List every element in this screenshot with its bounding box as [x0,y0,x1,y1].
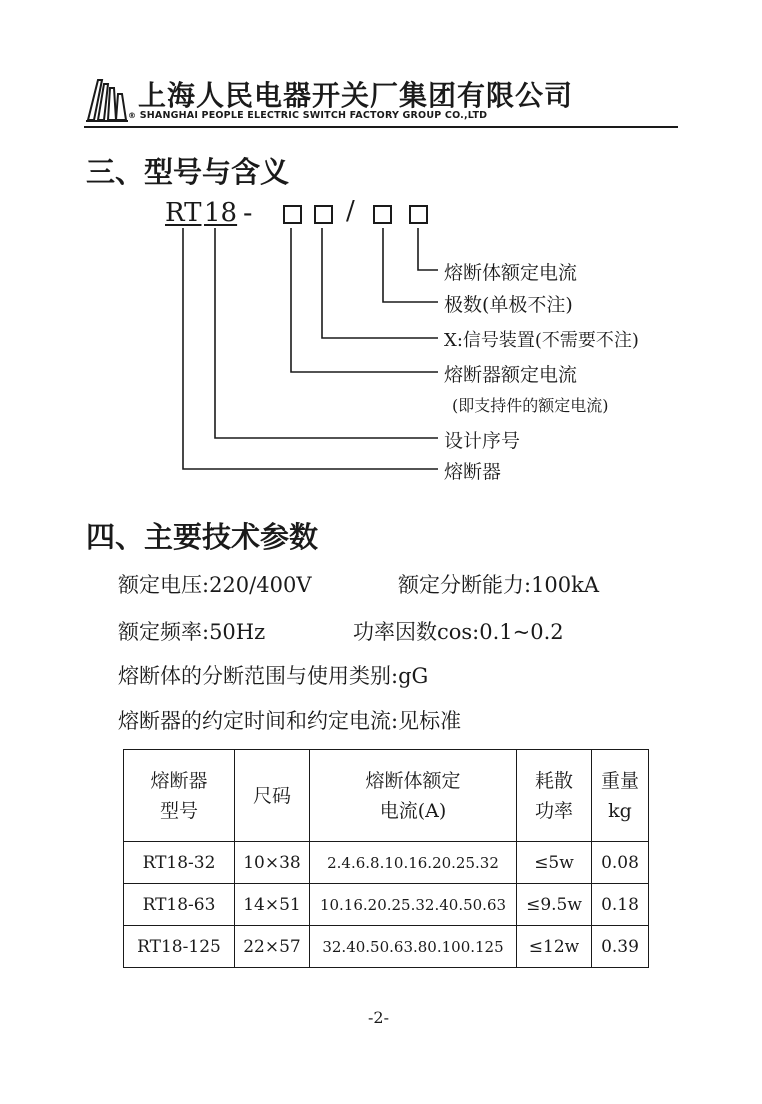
page-number: -2- [368,1008,389,1027]
cell-model: RT18-32 [124,842,235,884]
cell-dissipation: ≤12w [517,926,592,968]
annotation-fuse-rated-current: 熔断器额定电流 [444,364,578,386]
spec-rated-voltage: 额定电压:220/400V [118,573,312,597]
annotation-fuse: 熔断器 [444,461,502,483]
annotation-fuse-link-current: 熔断体额定电流 [444,262,578,284]
header-weight-line1: 重量 [600,769,639,792]
cell-weight: 0.18 [592,884,649,926]
cell-size: 22×57 [235,926,310,968]
company-name-en-text: SHANGHAI PEOPLE ELECTRIC SWITCH FACTORY GROUP CO.,LTD [139,110,488,121]
annotation-signal-device: X:信号装置(不需要不注) [444,330,639,351]
registered-mark: ® [128,111,137,120]
annotation-poles: 极数(单极不注) [444,294,573,316]
header-dissipation-line1: 耗散 [534,769,573,792]
model-series: 18 [204,198,238,228]
spec-rated-frequency: 额定频率:50Hz [118,620,266,644]
company-name-cn: 上海人民电器开关厂集团有限公司 [138,79,574,112]
spec-power-factor: 功率因数cos:0.1~0.2 [353,620,564,644]
header-model-line1: 熔断器 [150,769,208,792]
model-leader-lines [0,0,762,520]
header-weight [592,750,649,842]
cell-size: 10×38 [235,842,310,884]
header-size [235,750,310,842]
header-current-line2: 电流(A) [379,799,447,822]
annotation-design-number: 设计序号 [444,430,521,452]
model-slash: / [346,196,355,226]
section-title-model: 三、型号与含义 [86,155,290,189]
cell-dissipation: ≤5w [517,842,592,884]
header-dissipation-line2: 功率 [534,799,573,822]
annotation-holder-current: (即支持件的额定电流) [452,396,609,415]
cell-current: 32.40.50.63.80.100.125 [310,926,517,968]
cell-current: 2.4.6.8.10.16.20.25.32 [310,842,517,884]
cell-model: RT18-63 [124,884,235,926]
spec-conventional-time: 熔断器的约定时间和约定电流:见标准 [118,709,462,733]
cell-size: 14×51 [235,884,310,926]
spec-table [123,749,649,968]
cell-current: 10.16.20.25.32.40.50.63 [310,884,517,926]
header-model [124,750,235,842]
cell-weight: 0.39 [592,926,649,968]
header-dissipation [517,750,592,842]
cell-weight: 0.08 [592,842,649,884]
header-rated-current [310,750,517,842]
model-prefix: RT [165,198,202,228]
cell-dissipation: ≤9.5w [517,884,592,926]
header-model-line2: 型号 [159,799,198,822]
table-row [124,842,649,884]
spec-breaking-capacity: 额定分断能力:100kA [398,573,600,597]
header-weight-line2: kg [608,799,632,822]
model-dash: - [243,196,253,229]
cell-model: RT18-125 [124,926,235,968]
spec-breaking-range: 熔断体的分断范围与使用类别:gG [118,664,429,688]
table-row [124,926,649,968]
header-current-line1: 熔断体额定 [365,769,461,792]
section-title-specs: 四、主要技术参数 [86,520,319,554]
table-header-row [124,750,649,842]
table-row [124,884,649,926]
header-size-line1: 尺码 [252,784,291,807]
